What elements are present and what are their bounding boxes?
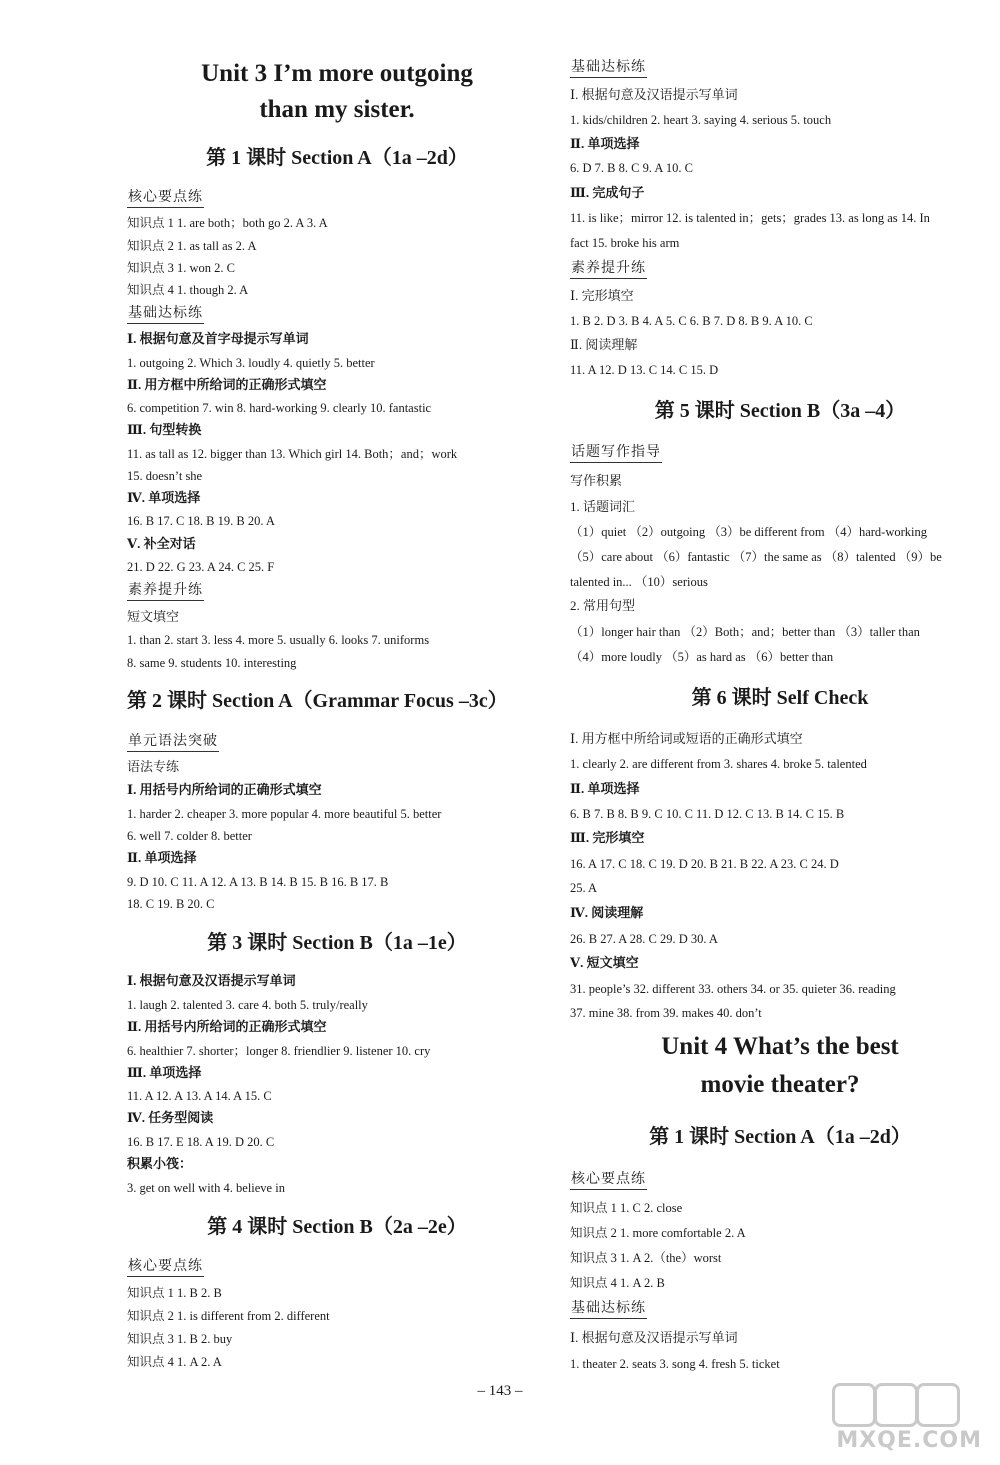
- section-label: 核心要点练: [127, 1258, 204, 1277]
- answer-line: 6. D 7. B 8. C 9. A 10. C: [570, 161, 693, 175]
- exercise-heading: Ⅴ. 短文填空: [570, 955, 639, 970]
- answer-line: 1. outgoing 2. Which 3. loudly 4. quietly 5. better: [127, 356, 375, 370]
- answer-line: 8. same 9. students 10. interesting: [127, 656, 297, 670]
- answer-line: 1. theater 2. seats 3. song 4. fresh 5. ticket: [570, 1357, 780, 1371]
- answer-line: 知识点 3 1. A 2.（the）worst: [570, 1251, 722, 1265]
- exercise-heading: 积累小筏：: [127, 1156, 193, 1171]
- lesson-heading: 第 2 课时 Section A（Grammar Focus –3c）: [127, 690, 508, 712]
- section-label: 核心要点练: [570, 1171, 647, 1190]
- answer-line: 9. D 10. C 11. A 12. A 13. B 14. B 15. B 16. B 17. B: [127, 875, 389, 889]
- answer-line: fact 15. broke his arm: [570, 236, 680, 250]
- exercise-heading: 1. 话题词汇: [570, 499, 636, 514]
- exercise-heading: Ⅲ. 句型转换: [127, 422, 202, 437]
- unit-title: Unit 4 What’s the best: [661, 1033, 899, 1060]
- exercise-heading: Ⅲ. 单项选择: [127, 1065, 202, 1080]
- lesson-heading: 第 1 课时 Section A（1a –2d）: [206, 147, 468, 169]
- section-label: 单元语法突破: [127, 733, 219, 752]
- answer-line: 1. laugh 2. talented 3. care 4. both 5. truly/really: [127, 998, 368, 1012]
- exercise-heading: Ⅱ. 单项选择: [570, 136, 640, 151]
- unit-title: Unit 3 I’m more outgoing: [201, 60, 473, 87]
- answer-line: 知识点 3 1. won 2. C: [127, 261, 235, 275]
- exercise-heading: Ⅳ. 任务型阅读: [127, 1110, 214, 1125]
- watermark-text: MXQE.COM: [836, 1428, 982, 1453]
- exercise-heading: Ⅱ. 用括号内所给词的正确形式填空: [127, 1019, 327, 1034]
- answer-line: 16. B 17. C 18. B 19. B 20. A: [127, 514, 275, 528]
- exercise-heading: Ⅱ. 用方框中所给词的正确形式填空: [127, 377, 327, 392]
- answer-line: 知识点 1 1. are both；both go 2. A 3. A: [127, 216, 328, 230]
- answer-line: （1）quiet （2）outgoing （3）be different from （4）hard-working: [570, 525, 928, 539]
- exercise-heading: 短文填空: [127, 609, 180, 624]
- answer-line: 21. D 22. G 23. A 24. C 25. F: [127, 560, 275, 574]
- section-label: 基础达标练: [127, 305, 204, 324]
- lesson-heading: 第 4 课时 Section B（2a –2e）: [207, 1216, 467, 1238]
- answer-line: 知识点 2 1. is different from 2. different: [127, 1309, 330, 1323]
- lesson-heading: 第 5 课时 Section B（3a –4）: [654, 400, 906, 422]
- answer-line: 6. well 7. colder 8. better: [127, 829, 252, 843]
- answer-line: 6. B 7. B 8. B 9. C 10. C 11. D 12. C 13. B 14. C 15. B: [570, 807, 845, 821]
- answer-line: 1. clearly 2. are different from 3. shares 4. broke 5. talented: [570, 757, 867, 771]
- answer-line: 26. B 27. A 28. C 29. D 30. A: [570, 932, 718, 946]
- exercise-heading: Ⅰ. 根据句意及汉语提示写单词: [570, 1330, 738, 1345]
- section-label: 核心要点练: [127, 189, 204, 208]
- answer-line: 16. B 17. E 18. A 19. D 20. C: [127, 1135, 275, 1149]
- exercise-heading: 语法专练: [127, 759, 180, 774]
- unit-title: movie theater?: [700, 1071, 860, 1098]
- answer-line: talented in... （10）serious: [570, 575, 708, 589]
- section-label: 素养提升练: [570, 260, 647, 279]
- answer-line: 知识点 3 1. B 2. buy: [127, 1332, 233, 1346]
- answer-line: 知识点 4 1. A 2. B: [570, 1276, 665, 1290]
- answer-line: 1. harder 2. cheaper 3. more popular 4. more beautiful 5. better: [127, 807, 442, 821]
- watermark-box-icon: [874, 1383, 918, 1427]
- lesson-heading: 第 1 课时 Section A（1a –2d）: [649, 1126, 911, 1148]
- page-number: – 143 –: [477, 1383, 523, 1399]
- exercise-heading: Ⅰ. 根据句意及汉语提示写单词: [570, 87, 738, 102]
- exercise-heading: Ⅱ. 单项选择: [570, 781, 640, 796]
- exercise-heading: Ⅴ. 补全对话: [127, 536, 196, 551]
- answer-line: 11. is like；mirror 12. is talented in；gets；grades 13. as long as 14. In: [570, 211, 930, 225]
- watermark-logo: [832, 1383, 982, 1453]
- exercise-heading: Ⅰ. 用括号内所给词的正确形式填空: [127, 782, 322, 797]
- section-label: 基础达标练: [570, 1300, 647, 1319]
- answer-line: 知识点 2 1. as tall as 2. A: [127, 239, 257, 253]
- answer-line: 18. C 19. B 20. C: [127, 897, 215, 911]
- exercise-heading: Ⅲ. 完成句子: [570, 185, 645, 200]
- exercise-heading: Ⅳ. 单项选择: [127, 490, 201, 505]
- answer-line: 知识点 4 1. though 2. A: [127, 283, 249, 297]
- answer-line: 3. get on well with 4. believe in: [127, 1181, 285, 1195]
- exercise-heading: Ⅰ. 用方框中所给词或短语的正确形式填空: [570, 731, 803, 746]
- answer-line: 知识点 1 1. C 2. close: [570, 1201, 683, 1215]
- answer-line: 知识点 2 1. more comfortable 2. A: [570, 1226, 746, 1240]
- answer-line: 1. than 2. start 3. less 4. more 5. usually 6. looks 7. uniforms: [127, 633, 430, 647]
- answer-line: 6. healthier 7. shorter；longer 8. friendlier 9. listener 10. cry: [127, 1044, 431, 1058]
- section-label: 话题写作指导: [570, 444, 662, 463]
- unit-title: than my sister.: [259, 96, 415, 123]
- answer-line: 11. A 12. A 13. A 14. A 15. C: [127, 1089, 272, 1103]
- answer-line: 知识点 4 1. A 2. A: [127, 1355, 222, 1369]
- answer-line: （4）more loudly （5）as hard as （6）better than: [570, 650, 834, 664]
- exercise-heading: Ⅰ. 完形填空: [570, 288, 634, 303]
- answer-line: 37. mine 38. from 39. makes 40. don’t: [570, 1006, 762, 1020]
- exercise-heading: 写作积累: [570, 473, 623, 488]
- answer-line: 16. A 17. C 18. C 19. D 20. B 21. B 22. A 23. C 24. D: [570, 857, 839, 871]
- exercise-heading: Ⅰ. 根据句意及汉语提示写单词: [127, 973, 296, 988]
- answer-line: 1. kids/children 2. heart 3. saying 4. serious 5. touch: [570, 113, 832, 127]
- section-label: 素养提升练: [127, 582, 204, 601]
- answer-line: 15. doesn’t she: [127, 469, 203, 483]
- exercise-heading: Ⅲ. 完形填空: [570, 830, 645, 845]
- answer-line: 11. A 12. D 13. C 14. C 15. D: [570, 363, 719, 377]
- answer-line: 31. people’s 32. different 33. others 34. or 35. quieter 36. reading: [570, 982, 896, 996]
- answer-line: 1. B 2. D 3. B 4. A 5. C 6. B 7. D 8. B 9. A 10. C: [570, 314, 813, 328]
- answer-line: 25. A: [570, 881, 598, 895]
- answer-line: 6. competition 7. win 8. hard-working 9. clearly 10. fantastic: [127, 401, 432, 415]
- watermark-box-icon: [832, 1383, 876, 1427]
- watermark-box-icon: [916, 1383, 960, 1427]
- answer-line: 知识点 1 1. B 2. B: [127, 1286, 222, 1300]
- exercise-heading: Ⅱ. 阅读理解: [570, 337, 638, 352]
- exercise-heading: Ⅱ. 单项选择: [127, 850, 197, 865]
- exercise-heading: 2. 常用句型: [570, 598, 636, 613]
- section-label: 基础达标练: [570, 59, 647, 78]
- answer-line: 11. as tall as 12. bigger than 13. Which girl 14. Both；and；work: [127, 447, 458, 461]
- lesson-heading: 第 3 课时 Section B（1a –1e）: [207, 932, 467, 954]
- exercise-heading: Ⅳ. 阅读理解: [570, 905, 644, 920]
- answer-line: （5）care about （6）fantastic （7）the same as （8）talented （9）be: [570, 550, 942, 564]
- answer-line: （1）longer hair than （2）Both；and；better than （3）taller than: [570, 625, 920, 639]
- lesson-heading: 第 6 课时 Self Check: [691, 687, 869, 709]
- exercise-heading: Ⅰ. 根据句意及首字母提示写单词: [127, 331, 309, 346]
